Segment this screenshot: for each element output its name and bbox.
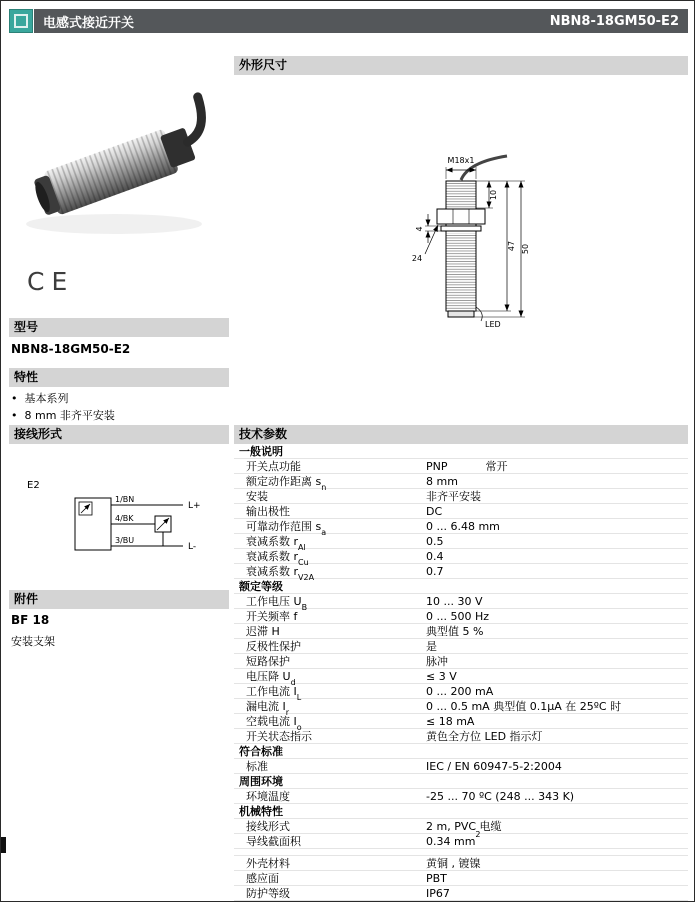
feature-text: 8 mm 非齐平安装 [24, 409, 115, 422]
spec-row [234, 594, 688, 613]
spec-section-title: 符合标准 [239, 745, 283, 758]
spec-value: 0.5 [426, 535, 444, 548]
dimension-drawing [381, 151, 621, 346]
spec-value: 非齐平安装 [426, 490, 481, 503]
spec-value: 0 ... 6.48 mm [426, 520, 500, 533]
spec-value: IEC / EN 60947-5-2:2004 [426, 760, 562, 773]
led-label: LED [485, 320, 501, 329]
inductive-symbol-arrow [81, 504, 90, 513]
spec-label: 接线形式 [246, 820, 290, 833]
spec-value: 0 ... 200 mA [426, 685, 494, 698]
bullet-icon: • [11, 409, 18, 422]
spec-label: 防护等级 [246, 887, 290, 900]
wiring-diagram [9, 448, 229, 583]
wiring-code-label: E2 [27, 480, 40, 491]
spec-row [234, 714, 688, 733]
spec-label: 环境温度 [246, 790, 290, 803]
spec-row [234, 856, 688, 871]
spec-row [234, 871, 688, 886]
leader-line-24 [425, 225, 438, 254]
spec-label: 外壳材料 [246, 857, 290, 870]
spec-label: 开关频率 f [246, 610, 298, 623]
spec-section-row [234, 804, 688, 819]
spec-row [234, 639, 688, 654]
spec-section-row [234, 774, 688, 789]
spec-value: DC [426, 505, 443, 518]
spec-label: 迟滞 H [246, 625, 280, 638]
brand-logo-inner-square [14, 14, 28, 28]
spec-row [234, 819, 688, 834]
spec-row [234, 459, 688, 474]
spec-label: 额定动作距离 $s_n$ [246, 475, 327, 493]
sensor-threads [43, 129, 179, 216]
spec-value: PNP 常开 [426, 460, 508, 473]
spec-value: PBT [426, 872, 447, 885]
spec-row [234, 519, 688, 538]
spec-row [234, 624, 688, 639]
pin-label-bot: 3/BU [115, 536, 135, 545]
spec-label: 标准 [246, 760, 268, 773]
dim-label-50: 50 [521, 243, 530, 255]
spec-label: 输出极性 [246, 505, 290, 518]
spec-label: 反极性保护 [246, 640, 301, 653]
tech-table [234, 444, 688, 901]
dim-label-47: 47 [507, 240, 516, 252]
features-section-heading: 特性 [9, 368, 229, 387]
spec-row [234, 474, 688, 493]
spec-value: 10 ... 30 V [426, 595, 483, 608]
features-list [11, 390, 226, 424]
dim-label-10: 10 [489, 189, 498, 201]
dim-label-24: 24 [411, 254, 423, 263]
brand-logo [9, 9, 33, 33]
led-leader-line [476, 307, 482, 321]
spec-value: 黄色全方位 LED 指示灯 [426, 730, 543, 743]
spec-value: 0.34 $mm^2$ [426, 830, 481, 848]
spec-value: 0.4 [426, 550, 444, 563]
spec-value: -25 ... 70 ºC (248 ... 343 K) [426, 790, 575, 803]
spec-row [234, 789, 688, 804]
spec-value: 0 ... 0.5 mA 典型值 0.1µA 在 25ºC 时 [426, 700, 622, 713]
spec-value: 典型值 5 % [426, 625, 484, 638]
spec-label: 衰减系数 $r_{Al}$ [246, 535, 306, 553]
spec-value-secondary: 常开 [485, 460, 508, 473]
spec-label: 感应面 [246, 872, 279, 885]
spec-section-title: 一般说明 [239, 445, 283, 458]
spec-row [234, 729, 688, 744]
feature-item [11, 407, 226, 424]
spec-label [234, 849, 426, 855]
spec-label: 漏电流 $I_r$ [246, 700, 290, 718]
sensor-symbol-box [75, 498, 111, 550]
dim-label-4: 4 [415, 226, 424, 232]
spec-row [234, 759, 688, 774]
spec-row [234, 534, 688, 553]
spec-value: 0 ... 500 Hz [426, 610, 490, 623]
spec-value: 是 [426, 640, 437, 653]
page-edge-mark [1, 837, 6, 853]
spec-label: 衰减系数 $r_{V2A}$ [246, 565, 315, 583]
spec-label: 导线截面积 [246, 835, 301, 848]
drawing-nut [437, 209, 485, 224]
spec-row [234, 830, 688, 849]
dim-label-thread: M18x1 [447, 156, 475, 165]
product-number-header: NBN8-18GM50-E2 [549, 13, 679, 29]
accessory-model: BF 18 [11, 613, 50, 627]
drawing-thread-top [447, 182, 476, 208]
model-section-heading: 型号 [9, 318, 229, 337]
spec-spacer-row [234, 849, 688, 856]
spec-label: 衰减系数 $r_{Cu}$ [246, 550, 309, 568]
spec-row [234, 654, 688, 669]
spec-section-row [234, 744, 688, 759]
drawing-sensing-face [448, 311, 474, 317]
spec-value: ≤ 18 mA [426, 715, 475, 728]
spec-section-title: 机械特性 [239, 805, 283, 818]
spec-label: 工作电压 $U_B$ [246, 595, 308, 613]
supply-plus-label: L+ [188, 501, 201, 511]
photo-shadow [26, 214, 202, 234]
spec-value: 黄铜 , 镀镍 [426, 857, 481, 870]
ce-mark: CE [27, 267, 75, 296]
spec-value: IP67 [426, 887, 450, 900]
spec-row [234, 886, 688, 901]
pin-label-top: 1/BN [115, 495, 135, 504]
spec-row [234, 684, 688, 703]
doc-type-title: 电感式接近开关 [43, 15, 135, 31]
spec-label: 开关点功能 [246, 460, 301, 473]
accessories-section-heading: 附件 [9, 590, 229, 609]
supply-minus-label: L- [188, 542, 197, 552]
spec-label: 空载电流 $I_o$ [246, 715, 302, 733]
spec-value: ≤ 3 V [426, 670, 457, 683]
drawing-thread-bottom [447, 233, 476, 311]
spec-section-row [234, 444, 688, 459]
spec-value [426, 849, 688, 855]
drawing-washer [441, 226, 481, 231]
spec-row [234, 504, 688, 519]
feature-item [11, 390, 226, 407]
spec-row [234, 669, 688, 688]
feature-text: 基本系列 [24, 392, 69, 405]
load-arrow-icon [157, 518, 169, 530]
spec-label: 开关状态指示 [246, 730, 312, 743]
spec-section-title: 周围环境 [239, 775, 283, 788]
spec-row [234, 699, 688, 718]
bullet-icon: • [11, 392, 18, 405]
spec-label: 工作电流 $I_L$ [246, 685, 302, 703]
model-number: NBN8-18GM50-E2 [11, 342, 131, 356]
spec-row [234, 489, 688, 504]
product-photo [9, 56, 224, 264]
pin-label-mid: 4/BK [115, 514, 134, 523]
spec-label: 短路保护 [246, 655, 290, 668]
spec-value: 2 m, PVC 电缆 [426, 820, 502, 833]
spec-label: 安装 [246, 490, 268, 503]
spec-value: 脉冲 [426, 655, 448, 668]
spec-value: 8 mm [426, 475, 458, 488]
spec-value: 0.7 [426, 565, 444, 578]
accessory-name: 安装支架 [11, 635, 55, 648]
spec-label: 可靠动作范围 $s_a$ [246, 520, 327, 538]
header-bar [34, 9, 688, 33]
dimensions-section-heading: 外形尺寸 [234, 56, 688, 75]
sensor-photo-group [24, 97, 220, 220]
connection-section-heading: 接线形式 [9, 425, 229, 444]
tech-section-heading: 技术参数 [234, 425, 688, 444]
spec-label: 电压降 $U_d$ [246, 670, 296, 688]
spec-section-title: 额定等级 [239, 580, 283, 593]
